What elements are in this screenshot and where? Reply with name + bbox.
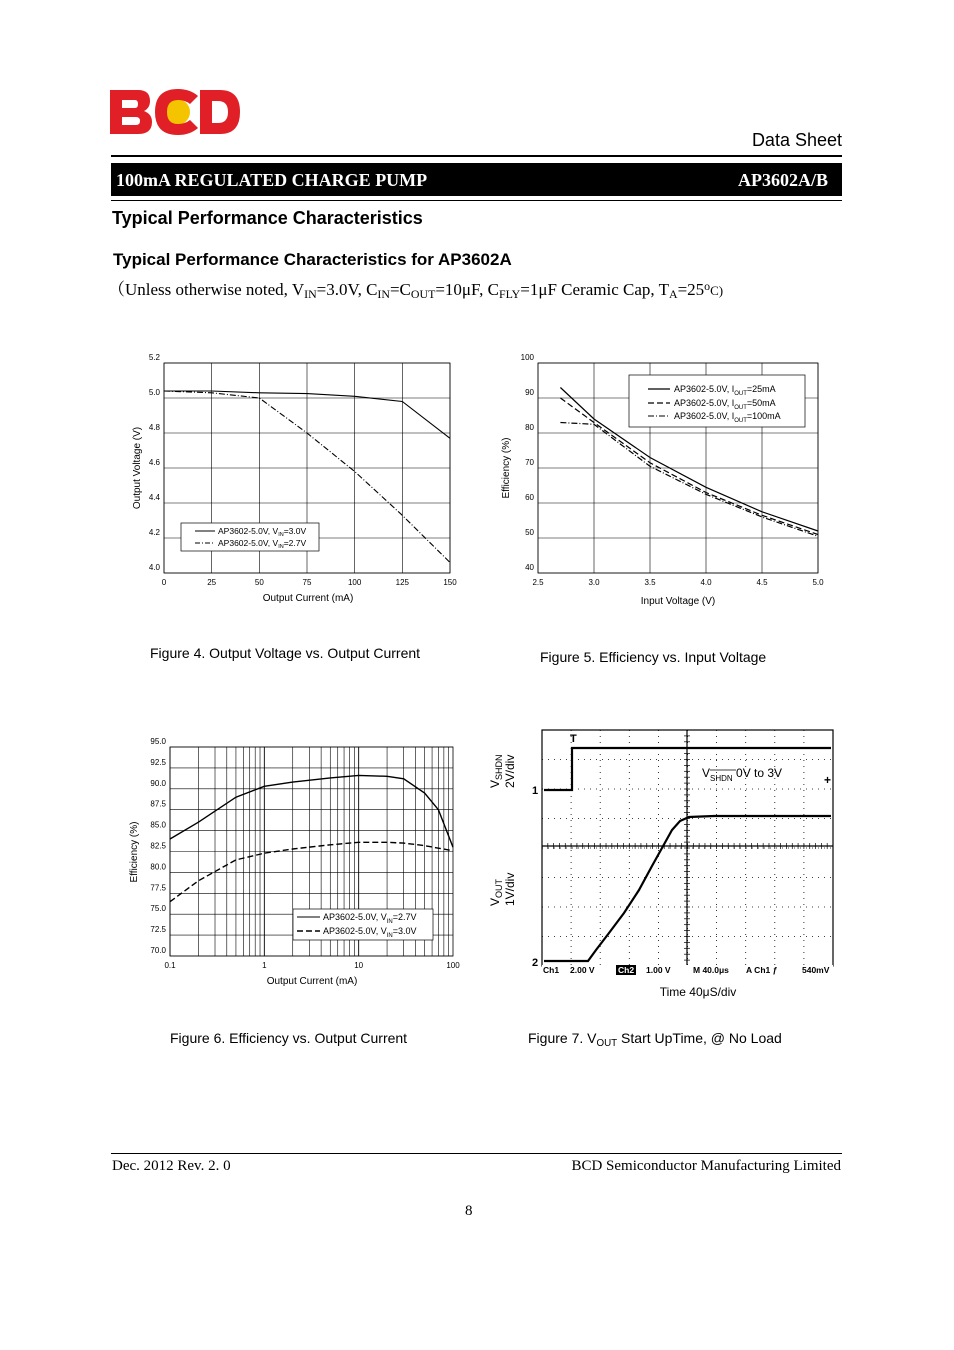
svg-text:Ch1: Ch1: [543, 965, 560, 975]
ch1-marker: 1: [532, 785, 539, 797]
y-axis-label: Efficiency (%): [501, 437, 512, 499]
x-tick-label: 1: [262, 961, 267, 970]
y-tick-label: 40: [525, 563, 534, 572]
y-tick-label: 80: [525, 423, 534, 432]
y-tick-label: 85.0: [150, 820, 166, 830]
banner-part: AP3602A/B: [738, 170, 828, 190]
y-tick-label: 70.0: [150, 946, 166, 955]
chart-fig5: [495, 352, 835, 610]
svg-text:+: +: [824, 773, 832, 787]
chart-fig4: [125, 352, 470, 610]
banner-title: 100mA REGULATED CHARGE PUMP: [116, 170, 428, 190]
scope-ylabel-bottom: [488, 873, 517, 906]
y-tick-label: 4.4: [148, 493, 160, 502]
doc-type: Data Sheet: [751, 130, 842, 150]
svg-text:1V/div: 1V/div: [503, 872, 517, 906]
svg-text:Ch2: Ch2: [618, 965, 635, 975]
figure-4-caption: Figure 4. Output Voltage vs. Output Current: [150, 645, 421, 661]
section-title: Typical Performance Characteristics: [112, 208, 423, 228]
figure-7-caption: Figure 7. $V_{OUT}$ Start UpTime, @ No Load: [528, 1030, 782, 1049]
x-tick-label: 50: [254, 578, 264, 587]
y-tick-label: 4.0: [148, 563, 160, 572]
x-tick-label: 100: [347, 578, 362, 587]
svg-text:VOUT: $V_{OUT}$: [488, 878, 504, 906]
legend-entry-1: AP3602-5.0V, $I_{OUT}=50mA$: [674, 398, 776, 411]
y-tick-label: 90: [525, 388, 534, 397]
svg-text:1.00 V: 1.00 V: [646, 965, 671, 975]
scope-time-label: Time 40μS/div: [659, 985, 737, 999]
x-axis-label: Input Voltage (V): [640, 596, 716, 607]
footer-company: BCD Semiconductor Manufacturing Limited: [571, 1158, 841, 1174]
y-tick-label: 80.0: [150, 862, 166, 872]
x-axis-label: Output Current (mA): [266, 976, 358, 987]
svg-text:M 40.0μs: M 40.0μs: [693, 965, 729, 975]
y-tick-label: 5.0: [148, 388, 160, 397]
y-tick-label: 95.0: [150, 737, 166, 746]
ch2-marker: 2: [532, 957, 539, 969]
scope-ylabel-top: [488, 754, 517, 788]
svg-text:2V/div: 2V/div: [503, 754, 517, 788]
legend-entry-0: AP3602-5.0V, $V_{IN}=2.7V$: [323, 912, 417, 925]
x-tick-label: 125: [395, 578, 410, 587]
svg-text:A Ch1 ƒ: A Ch1 ƒ: [746, 965, 778, 975]
legend: [293, 909, 433, 940]
legend-entry-1: AP3602-5.0V, $V_{IN}=3.0V$: [323, 926, 417, 939]
y-tick-label: 77.5: [150, 883, 166, 893]
x-tick-label: 2.5: [532, 578, 544, 587]
footer-rule: [111, 1153, 842, 1154]
y-tick-label: 87.5: [150, 799, 166, 809]
y-tick-label: 60: [525, 493, 534, 502]
y-tick-label: 5.2: [148, 353, 160, 362]
bcd-logo: [108, 88, 242, 136]
figure-6-caption: Figure 6. Efficiency vs. Output Current: [170, 1030, 408, 1046]
x-tick-label: 10: [354, 961, 364, 970]
x-tick-label: 3.5: [644, 578, 656, 587]
y-tick-label: 4.6: [148, 458, 160, 467]
y-tick-label: 4.8: [148, 423, 160, 432]
header-rule: [111, 155, 842, 157]
legend-entry-1: AP3602-5.0V, $V_{IN}=2.7V$: [218, 538, 307, 550]
y-tick-label: 70: [525, 458, 534, 467]
scope-annotation: $V_{SHDN}$ 0V to 3V: [702, 766, 783, 783]
title-banner: [111, 163, 842, 196]
subsection-title: Typical Performance Characteristics for AP3602A: [113, 250, 512, 269]
chart-fig6: [125, 736, 470, 992]
y-tick-label: 82.5: [150, 841, 166, 851]
legend-entry-0: AP3602-5.0V, $I_{OUT}=25mA$: [674, 384, 776, 397]
trigger-marker: T: [570, 733, 577, 745]
y-tick-label: 92.5: [150, 757, 166, 767]
legend: [629, 375, 805, 427]
svg-text:VSHDN: $V_{SHDN}$: [488, 754, 504, 788]
y-tick-label: 90.0: [150, 778, 166, 788]
y-tick-label: 4.2: [148, 528, 160, 537]
x-tick-label: 25: [207, 578, 217, 587]
x-tick-label: 0.1: [164, 961, 176, 970]
test-conditions: （Unless otherwise noted, $V_{IN}=3.0V$, $C_{IN}=C_{OUT}=10\mu F$, $C_{FLY}=1\mu F$ Ceramic Cap, $T_A=25^oC$): [108, 279, 724, 301]
legend-entry-0: AP3602-5.0V, $V_{IN}=3.0V$: [218, 526, 307, 538]
footer-date: Dec. 2012 Rev. 2. 0: [112, 1158, 231, 1174]
x-tick-label: 100: [446, 961, 460, 970]
series-line-0: [170, 775, 453, 847]
y-tick-label: 50: [525, 528, 534, 537]
x-tick-label: 4.5: [756, 578, 768, 587]
banner-rule: [111, 200, 842, 201]
legend-entry-2: AP3602-5.0V, $I_{OUT}=100mA$: [674, 411, 781, 424]
legend: [181, 523, 319, 551]
figure-5-caption: Figure 5. Efficiency vs. Input Voltage: [540, 649, 767, 665]
x-tick-label: 0: [161, 578, 167, 587]
svg-text:540mV: 540mV: [802, 965, 830, 975]
x-tick-label: 75: [302, 578, 312, 587]
x-tick-label: 3.0: [588, 578, 600, 587]
x-tick-label: 5.0: [812, 578, 824, 587]
svg-text:2.00 V: 2.00 V: [570, 965, 595, 975]
x-tick-label: 4.0: [700, 578, 712, 587]
y-tick-label: 100: [520, 353, 534, 362]
x-axis-label: Output Current (mA): [262, 593, 354, 604]
y-axis-label: Efficiency (%): [129, 821, 140, 883]
y-tick-label: 75.0: [150, 904, 166, 914]
series-line-2: [560, 423, 818, 537]
y-tick-label: 72.5: [150, 925, 166, 935]
page-number: 8: [465, 1203, 473, 1219]
y-axis-label: Output Voltage (V): [132, 426, 143, 510]
x-tick-label: 150: [443, 578, 457, 587]
oscilloscope-capture: [484, 728, 839, 1008]
